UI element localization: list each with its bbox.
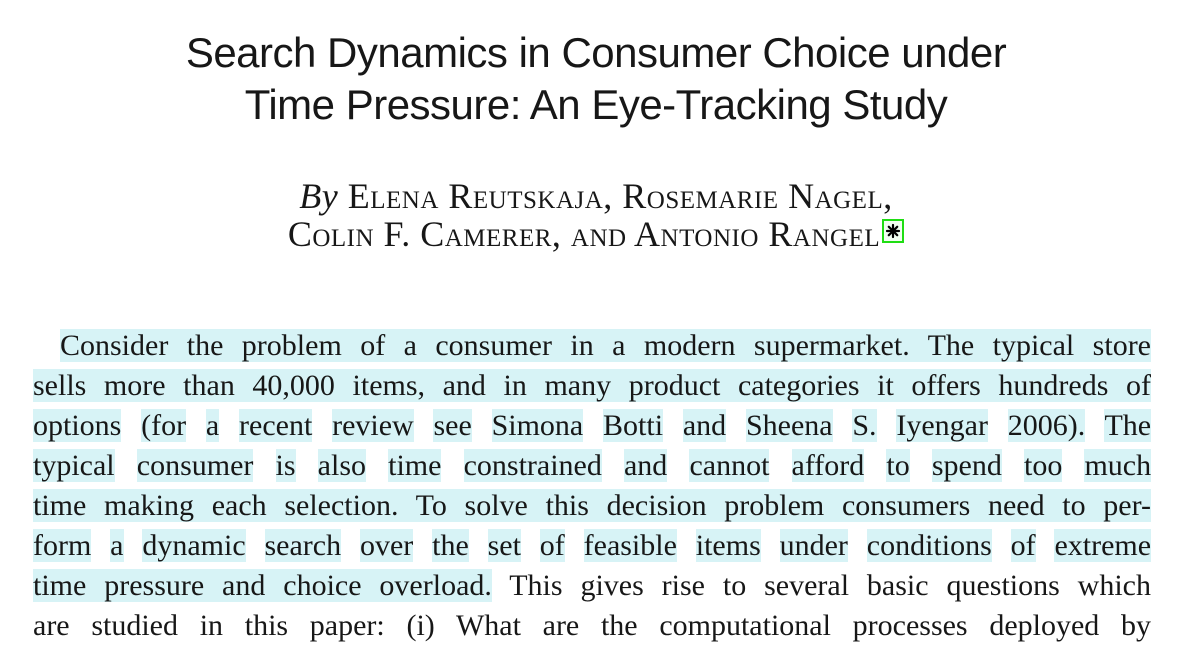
- highlighted-word: the: [432, 529, 469, 562]
- footnote-marker-link[interactable]: [882, 219, 904, 243]
- byline-by: By: [299, 176, 339, 216]
- highlighted-word: Botti: [603, 409, 664, 442]
- highlighted-word: under: [779, 529, 848, 562]
- highlighted-word: spend: [931, 449, 1002, 482]
- byline-authors-2: Colin F. Camerer, and Antonio Rangel: [287, 214, 881, 254]
- highlighted-word: constrained: [463, 449, 602, 482]
- title-line-1: Search Dynamics in Consumer Choice under: [185, 29, 1007, 76]
- highlighted-word: search: [264, 529, 342, 562]
- plain-text: are studied in this paper: (i) What are the computational processes deployed by: [33, 609, 1151, 642]
- paragraph-line: [33, 606, 1151, 646]
- plain-text: This gives rise to several basic questions which: [491, 569, 1151, 602]
- paragraph-line: [33, 366, 1151, 406]
- paragraph-line: [33, 486, 1151, 526]
- highlighted-word: consumer: [136, 449, 254, 482]
- highlighted-word: recent: [239, 409, 313, 442]
- highlighted-word: conditions: [866, 529, 992, 562]
- highlighted-word: a: [205, 409, 220, 442]
- highlighted-word: afford: [791, 449, 865, 482]
- highlighted-text: Consider the problem of a consumer in a modern supermarket. The typical store: [60, 329, 1151, 362]
- highlighted-word: a: [110, 529, 124, 562]
- asterisk-icon: [886, 224, 900, 238]
- highlighted-text: time pressure and choice overload.: [33, 569, 492, 602]
- author-byline: [0, 177, 1192, 253]
- byline-line-1: [0, 177, 1192, 215]
- highlighted-word: typical: [33, 449, 115, 482]
- highlighted-word: items: [695, 529, 761, 562]
- highlighted-word: and: [682, 409, 727, 442]
- highlighted-word: review: [332, 409, 414, 442]
- byline-authors-1: Elena Reutskaja, Rosemarie Nagel,: [347, 176, 893, 216]
- highlighted-word: set: [487, 529, 521, 562]
- highlighted-word: too: [1024, 449, 1063, 482]
- highlighted-word: is: [275, 449, 296, 482]
- paper-title: [0, 27, 1192, 131]
- title-line-2: Time Pressure: An Eye-Tracking Study: [244, 81, 948, 128]
- highlighted-word: of: [539, 529, 565, 562]
- paragraph-line: [33, 566, 1151, 606]
- highlighted-word: Sheena: [745, 409, 833, 442]
- highlighted-word: of: [1010, 529, 1036, 562]
- paragraph: [33, 326, 1151, 646]
- highlighted-word: and: [623, 449, 668, 482]
- highlighted-word: to: [886, 449, 910, 482]
- byline-line-2: [0, 215, 1192, 253]
- paragraph-line: [33, 446, 1151, 486]
- paragraph-line: [33, 326, 1151, 366]
- highlighted-word: feasible: [583, 529, 677, 562]
- highlighted-word: also: [317, 449, 366, 482]
- highlighted-word: time: [388, 449, 442, 482]
- highlighted-word: options: [33, 409, 122, 442]
- highlighted-word: cannot: [689, 449, 770, 482]
- highlighted-word: see: [433, 409, 472, 442]
- highlighted-word: much: [1084, 449, 1152, 482]
- highlighted-word: dynamic: [142, 529, 246, 562]
- highlighted-word: form: [33, 529, 92, 562]
- highlighted-word: The: [1104, 409, 1152, 442]
- highlighted-word: over: [359, 529, 414, 562]
- highlighted-text: sells more than 40,000 items, and in many product categories it offers hundreds of: [33, 369, 1151, 402]
- highlighted-word: Iyengar: [896, 409, 988, 442]
- highlighted-word: 2006).: [1007, 409, 1086, 442]
- highlighted-word: Simona: [491, 409, 584, 442]
- highlighted-text: time making each selection. To solve this decision problem consumers need to per-: [33, 489, 1151, 522]
- paragraph-line: [33, 526, 1151, 566]
- highlighted-word: S.: [852, 409, 877, 442]
- highlighted-word: extreme: [1054, 529, 1152, 562]
- highlighted-word: (for: [141, 409, 187, 442]
- paragraph-line: [33, 406, 1151, 446]
